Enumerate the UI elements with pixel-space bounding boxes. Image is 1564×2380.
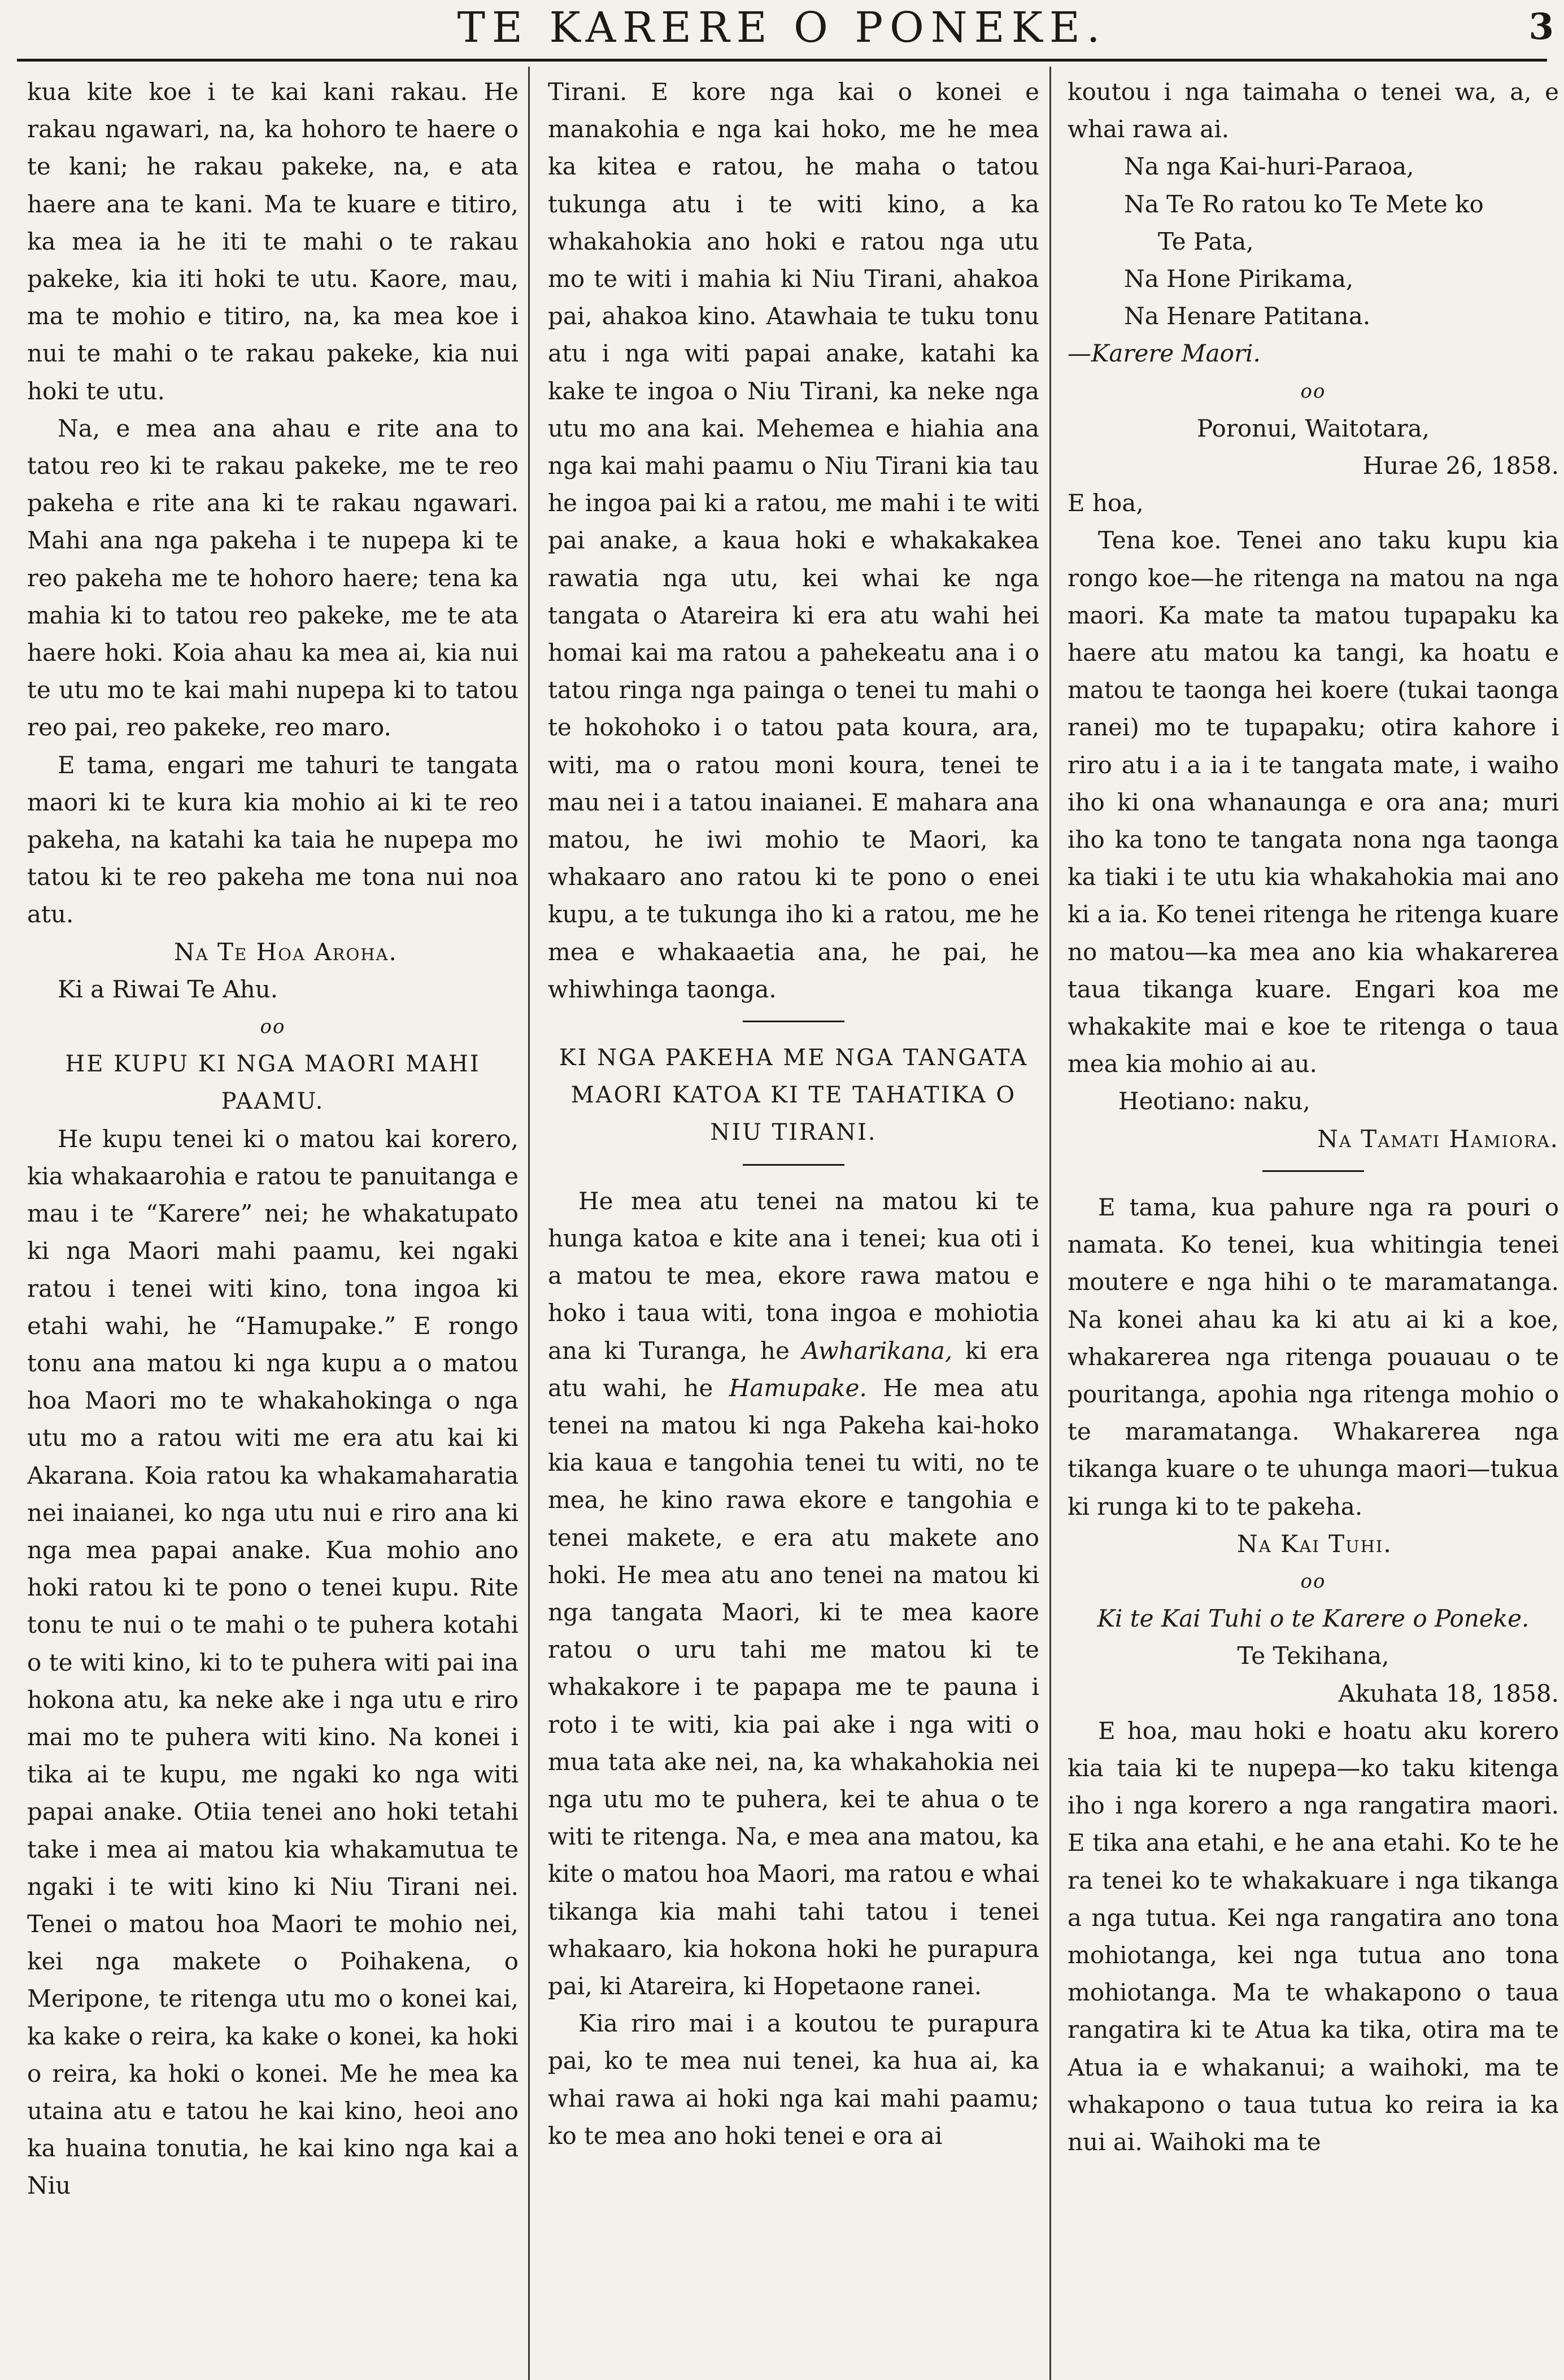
article-paragraph: Na, e mea ana ahau e rite ana to tatou reo ki te rakau pakeke, me te reo pakeha e rite ana ki te rakau ngawari. Mahi ana nga pakeha i te nupepa ki te reo pakeha me te hohoro haere; tena ka mahia ki to tatou reo pakeke, me te ata haere hoki. Koia ahau ka mea ai, kia nui te utu mo te kai mahi nupepa ki to tatou reo pai, reo pakeke, reo maro. — [27, 414, 519, 742]
section-divider: oo — [260, 1015, 286, 1039]
article-paragraph: Tirani. E kore nga kai o konei e manakohia e nga kai hoko, me he mea ka kitea e ratou, he maha o tatou tukunga atu i te witi kino, a ka whakahokia ano hoki e ratou nga utu mo te witi i mahia ki Niu Tirani, ahakoa pai, ahakoa kino. Atawhaia te tuku tonu atu i nga witi papai anake, katahi ka kake te ingoa o Niu Tirani, ka neke nga utu mo ana kai. Mehemea e hiahia ana nga kai mahi paamu o Niu Tirani kia tau he ingoa pai ki a ratou, me mahi i te witi pai anake, a kaua hoki e whakakakea rawatia nga utu, kei whai ke nga tangata o Atareira ki era atu wahi hei homai kai ma ratou a pahekeatu ana i o tatou ringa nga painga o tenei tu mahi o te hokohoko i o tatou pata koura, ara, witi, ma o ratou moni koura, tenei te mau nei i a tatou inaianei. E mahara ana matou, he iwi mohio te Maori, ka whakaaro ano ratou ki te pono o enei kupu, a te tukunga iho ki a ratou, me he mea e whakaaetia ana, he pai, he whiwhinga taonga. — [548, 78, 1039, 1003]
masthead-rule — [17, 59, 1547, 62]
newspaper-title: TE KARERE O PONEKE. — [457, 3, 1107, 52]
letter-date: Hurae 26, 1858. — [1362, 452, 1559, 480]
article-paragraph: koutou i nga taimaha o tenei wa, a, e whai rawa ai. — [1068, 78, 1559, 143]
section-divider: oo — [1300, 380, 1326, 403]
page-number: 3 — [1528, 6, 1554, 48]
italic-term: Awharikana, — [802, 1336, 953, 1365]
article-paragraph: He kupu tenei ki o matou kai korero, kia whakaarohia e ratou te panuitanga e mau i te “Karere” nei; he whakatupato ki nga Maori mahi paamu, kei ngaki ratou i tenei witi kino, tona ingoa ki etahi wahi, he “Hamupake.” E rongo tonu ana matou ki nga kupu a o matou hoa Maori mo te whakahokinga o nga utu mo a ratou witi me era atu kai ki Akarana. Koia ratou ka whakamaharatia nei inaianei, ko nga utu nui e riro ana ki nga mea papai anake. Kua mohio ano hoki ratou ki te pono o tenei kupu. Rite tonu te nui o te mahi o te puhera kotahi o te witi kino, ki to te puhera witi pai ina hokona atu, ka neke ake i nga utu e riro mai mo te puhera witi kino. Na konei i tika ai te kupu, me ngaki ko nga witi papai anake. Otiia tenei ano hoki tetahi take i mea ai matou kia whakamutua te ngaki i te witi kino ki Niu Tirani nei. Tenei o matou hoa Maori te mohio nei, kei nga makete o Poihakena, o Meripone, te ritenga utu mo o konei kai, ka kake o reira, ka kake o konei, ka hoki o reira, ka hoki o konei. Me he mea ka utaina atu e tatou he kai kino, heoi ano ka huaina tonutia, he kai kino nga kai a Niu — [27, 1124, 519, 2200]
letter-address: Ki te Kai Tuhi o te Karere o Poneke. — [1097, 1605, 1530, 1633]
article-paragraph: E tama, engari me tahuri te tangata maori ki te kura kia mohio ai ki te reo pakeha, na katahi ka taia he nupepa mo tatou ki te reo pakeha me tona nui noa atu. — [27, 751, 519, 929]
article-paragraph: E hoa, mau hoki e hoatu aku korero kia taia ki te nupepa—ko taku kitenga iho i nga korero a nga rangatira maori. E tika ana etahi, e he ana etahi. Ko te he ra tenei ko te whakakuare i nga tikanga a nga tutua. Kei nga rangatira ano tona mohiotanga, kei nga tutua ano tona mohiotanga. Ma te whakapono o taua rangatira ki te Atua ka tika, otira ma te Atua ia e whakanui; a waihoki, ma te whakapono o taua tutua ko reira ia ka nui ai. Waihoki ma te — [1068, 1716, 1559, 2156]
signature: Na Tamati Hamiora. — [1317, 1124, 1559, 1153]
article-heading: KI NGA PAKEHA ME NGA TANGATA MAORI KATOA KI TE TAHATIKA O NIU TIRANI. — [559, 1045, 1029, 1146]
article-paragraph: Kia riro mai i a koutou te purapura pai, ko te mea nui tenei, ka hua ai, ka whai rawa ai hoki nga kai mahi paamu; ko te mea ano hoki tenei e ora ai — [548, 2010, 1039, 2150]
signatory-line: Na Hone Pirikama, — [1124, 265, 1354, 293]
signatory-line: Te Pata, — [1158, 227, 1254, 255]
article-paragraph: kua kite koe i te kai kani rakau. He rakau ngawari, na, ka hohoro te haere o te kani; he rakau pakeke, na, e ata haere ana te kani. Ma te kuare e titiro, ka mea ia he iti te mahi o te rakau pakeke, kia iti hoki te utu. Kaore, mau, ma te mohio e titiro, na, ka mea koe i nui te mahi o te rakau pakeke, kia nui hoki te utu. — [27, 78, 519, 405]
signatory-line: Na Henare Patitana. — [1124, 302, 1371, 330]
section-rule — [743, 1021, 844, 1022]
letter-closing: Heotiano: naku, — [1118, 1087, 1310, 1115]
masthead — [0, 0, 1564, 62]
article-paragraph: E tama, kua pahure nga ra pouri o namata. Ko tenei, kua whitingia tenei moutere e nga hihi o te maramatanga. Na konei ahau ka ki atu ai ki a koe, whakarerea nga ritenga pouauau o te pouritanga, apohia nga ritenga mohio o te maramatanga. Whakarerea nga tikanga kuare o te uhunga maori—tukua ki runga ki to te pakeha. — [1068, 1193, 1559, 1520]
signature: Na Kai Tuhi. — [1237, 1529, 1392, 1558]
letter-greeting: E hoa, — [1068, 489, 1144, 517]
signature: Na Te Hoa Aroha. — [174, 938, 398, 966]
column-divider-1 — [528, 67, 530, 2380]
column-3 — [1068, 73, 1559, 2372]
column-divider-2 — [1049, 67, 1051, 2380]
letter-place: Poronui, Waitotara, — [1197, 414, 1430, 442]
source-attribution: —Karere Maori. — [1068, 339, 1261, 368]
letter-place: Te Tekihana, — [1237, 1642, 1389, 1670]
article-paragraph: He mea atu tenei na matou ki te hunga katoa e kite ana i tenei; kua oti i a matou te mea, ekore rawa matou e hoko i taua witi, tona ingoa e mohiotia ana ki Turanga, he Awharikana, ki era atu wahi, he Hamupake. He mea atu tenei na matou ki nga Pakeha kai-hoko kia kaua e tangohia tenei tu witi, no te mea, he kino rawa ekore e tangohia e tenei makete, e era atu makete ano hoki. He mea atu ano tenei na matou ki nga tangata Maori, ki te mea kaore ratou o uru tahi me matou ki te whakakore i te papapa me te pauna i roto i te witi, kia pai ake i nga witi o mua tata ake nei, na, ka whakahokia nei nga utu mo te puhera, kei te ahua o te witi te ritenga. Na, e mea ana matou, ka kite o matou hoa Maori, ma ratou e whai tikanga kia mahi tahi tatou i tenei whakaaro, kia hokona hoki he purapura pai, ki Atareira, ki Hopetaone ranei. — [548, 1187, 1039, 2000]
column-2 — [548, 73, 1039, 2372]
section-rule — [743, 1164, 844, 1166]
signatory-line: Na Te Ro ratou ko Te Mete ko — [1124, 190, 1484, 218]
section-rule — [1262, 1170, 1364, 1172]
article-heading: HE KUPU KI NGA MAORI MAHI PAAMU. — [65, 1051, 481, 1115]
section-divider: oo — [1300, 1570, 1326, 1593]
recipient-line: Ki a Riwai Te Ahu. — [58, 975, 278, 1003]
column-1 — [27, 73, 519, 2372]
italic-term: Hamupake. — [729, 1374, 867, 1402]
article-paragraph: Tena koe. Tenei ano taku kupu kia rongo koe—he ritenga na matou na nga maori. Ka mate ta matou tupapaku ka haere atu matou ka tangi, ka hoatu e matou te taonga hei koere (tukai taonga ranei) mo te tupapaku; otira kahore i riro atu i a ia i te tangata mate, i waiho iho ki ona whanaunga e ora ana; muri iho ka tono te tangata nona nga taonga ka tiaki i te utu kia whakahokia mai ano ki a ia. Ko tenei ritenga he ritenga kuare no matou—ka mea ano kia whakarerea taua tikanga kuare. Engari koa me whakakite mai e koe te ritenga o taua mea kia mohio ai au. — [1068, 526, 1559, 1078]
signatory-line: Na nga Kai-huri-Paraoa, — [1124, 152, 1414, 181]
letter-date: Akuhata 18, 1858. — [1338, 1679, 1559, 1707]
